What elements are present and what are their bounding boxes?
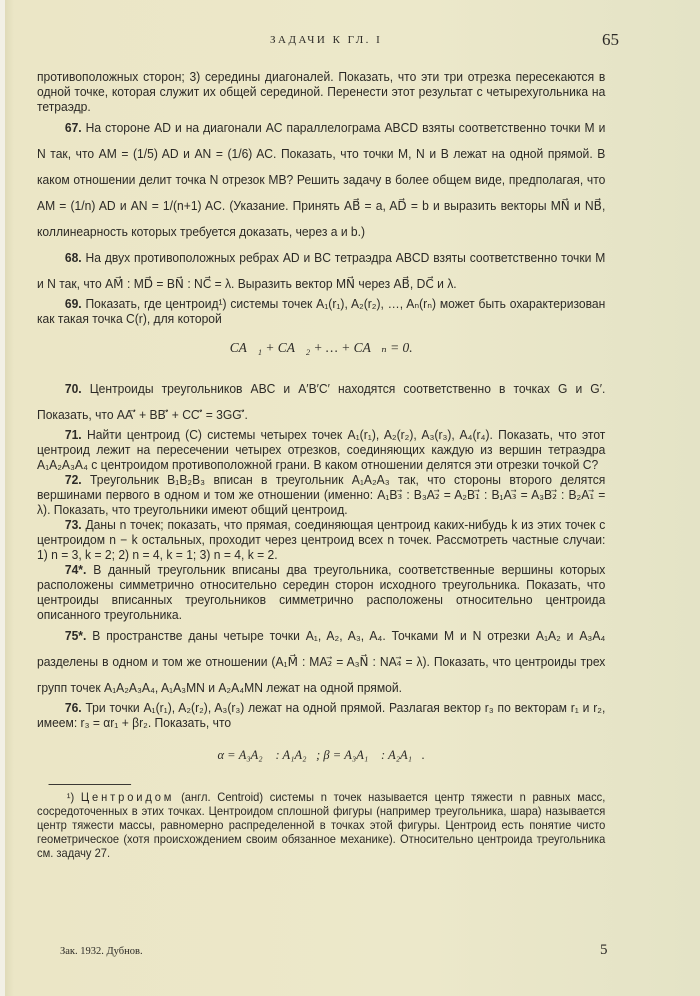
problem-text: Центроиды треугольников ABC и A′B′C′ находятся соответственно в точках G и G′. Показать, что AA′⃗ + BB′⃗ + CC′⃗ = 3GG′⃗.	[37, 382, 606, 422]
problem-68	[37, 245, 605, 297]
footnote-marker: ¹)	[66, 791, 75, 804]
problem-number: 68.	[64, 251, 82, 265]
problem-text: В данный треугольник вписаны два треугольника, соответственные вершины которых расположены симметрично относительно середин сторон исходного треугольника. Показать, что центроиды вписанных треугольников симметрично расположены относительно центроида описанного треугольника.	[37, 563, 606, 622]
problem-76	[37, 701, 605, 731]
problem-text: Треугольник B₁B₂B₃ вписан в треугольник A₁A₂A₃ так, что стороны второго делятся вершинами первого в одном и том же отношении (именно: A₁B₃⃗ : B₃A₂⃗ = A₂B₁⃗ : B₁A₃⃗ = A₃B₂⃗ : B₂A₁⃗ = λ). Показать, что треугольники имеют общий центроид.	[37, 473, 606, 517]
problem-73	[37, 518, 605, 563]
problem-number: 73.	[64, 518, 82, 532]
formula-76: α = A₃A₂⃗ : A₁A₂⃗; β = A₃A₁⃗ : A₂A₁⃗.	[217, 747, 425, 762]
problem-72	[37, 473, 605, 518]
problem-text: Найти центроид (C) системы четырех точек A₁(r₁), A₂(r₂), A₃(r₃), A₄(r₄). Показать, что этот центроид лежит на пересечении четырех отрезков, соединяющих каждую из вершин тетраэдра A₁A₂A₃A₄ с центроидом противоположной грани. В каком отношении делятся эти отрезки точкой C?	[37, 428, 606, 472]
footnote-divider	[49, 784, 132, 785]
problem-number: 70.	[64, 382, 82, 396]
footnote	[37, 791, 605, 861]
paragraph-text: противоположных сторон; 3) середины диагоналей. Показать, что эти три отрезка пересекаются в одной точке, которая служит их общей серединой. Перенести этот результат с четырехугольника на тетраэдр.	[37, 70, 606, 114]
problem-number: 69.	[64, 297, 82, 311]
problem-74	[37, 563, 605, 623]
problem-70	[37, 376, 605, 428]
page-number: 65	[602, 30, 619, 49]
paragraph-continuation	[37, 70, 605, 115]
problem-71	[37, 428, 605, 473]
problem-text: Даны n точек; показать, что прямая, соединяющая центроид каких-нибудь k из этих точек с центроидом n − k остальных, проходит через центроид всех n точек. Рассмотреть частные случаи: 1) n = 3, k = 2; 2) n = 4, k = 1; 3) n = 4, k = 2.	[37, 518, 606, 562]
problem-69	[37, 297, 605, 327]
problem-text: В пространстве даны четыре точки A₁, A₂, A₃, A₄. Точками M и N отрезки A₁A₂ и A₃A₄ разделены в одном и том же отношении (A₁M⃗ : MA₂⃗ = A₃N⃗ : NA₄⃗ = λ). Показать, что центроиды трех групп точек A₁A₂A₃A₄, A₁A₃MN и A₂A₄MN лежат на одной прямой.	[37, 629, 606, 695]
running-title: ЗАДАЧИ К ГЛ. I	[270, 34, 383, 46]
problem-text: Показать, где центроид¹) системы точек A₁(r₁), A₂(r₂), …, Aₙ(rₙ) может быть охарактеризован как такая точка C(r), для которой	[37, 297, 606, 326]
problem-text: На стороне AD и на диагонали AC параллелограма ABCD взяты соответственно точки M и N так, что AM = (1/5) AD и AN = (1/6) AC. Показать, что точки M, N и B лежат на одной прямой. В каком отношении делит точка N отрезок MB? Решить задачу в более общем виде, предполагая, что AM = (1/n) AD и AN = 1/(n+1) AC. (Указание. Принять AB⃗ = a, AD⃗ = b и выразить векторы MN⃗ и NB⃗, коллинеарность которых требуется доказать, через a и b.)	[37, 121, 606, 239]
problem-number: 76.	[64, 701, 82, 715]
problem-number: 71.	[64, 428, 82, 442]
problem-67	[37, 115, 605, 245]
problem-number: 75*.	[64, 629, 87, 643]
body-text	[37, 70, 605, 861]
formula-69: CA⃗₁ + CA⃗₂ + … + CA⃗ₙ = 0.	[229, 341, 413, 356]
footnote-text: (англ. Centroid) системы n точек называется центр тяжести n равных масс, сосредоточенных в этих точках. Центроидом сплошной фигуры (например треугольника, шара) называется центр тяжести массы, равномерно распределенной в точках этой фигуры. Центроид есть понятие чисто геометрическое (хотя происхождением своим обязанное механике). Относительно центроида треугольника см. задачу 27.	[37, 791, 606, 860]
signature-number: 5	[600, 942, 608, 958]
problem-number: 67.	[64, 121, 82, 135]
printer-imprint: Зак. 1932. Дубнов.	[60, 946, 143, 957]
problem-text: Три точки A₁(r₁), A₂(r₂), A₃(r₃) лежат на одной прямой. Разлагая вектор r₃ по векторам r₁ и r₂, имеем: r₃ = αr₁ + βr₂. Показать, что	[37, 701, 606, 730]
running-head	[0, 30, 700, 54]
problem-number: 74*.	[64, 563, 87, 577]
problem-number: 72.	[64, 473, 82, 487]
footnote-term: Центроидом	[80, 791, 175, 804]
problem-75	[37, 623, 605, 701]
problem-text: На двух противоположных ребрах AD и BC тетраэдра ABCD взяты соответственно точки M и N так, что AM⃗ : MD⃗ = BN⃗ : NC⃗ = λ. Выразить вектор MN⃗ через AB⃗, DC⃗ и λ.	[37, 251, 606, 291]
